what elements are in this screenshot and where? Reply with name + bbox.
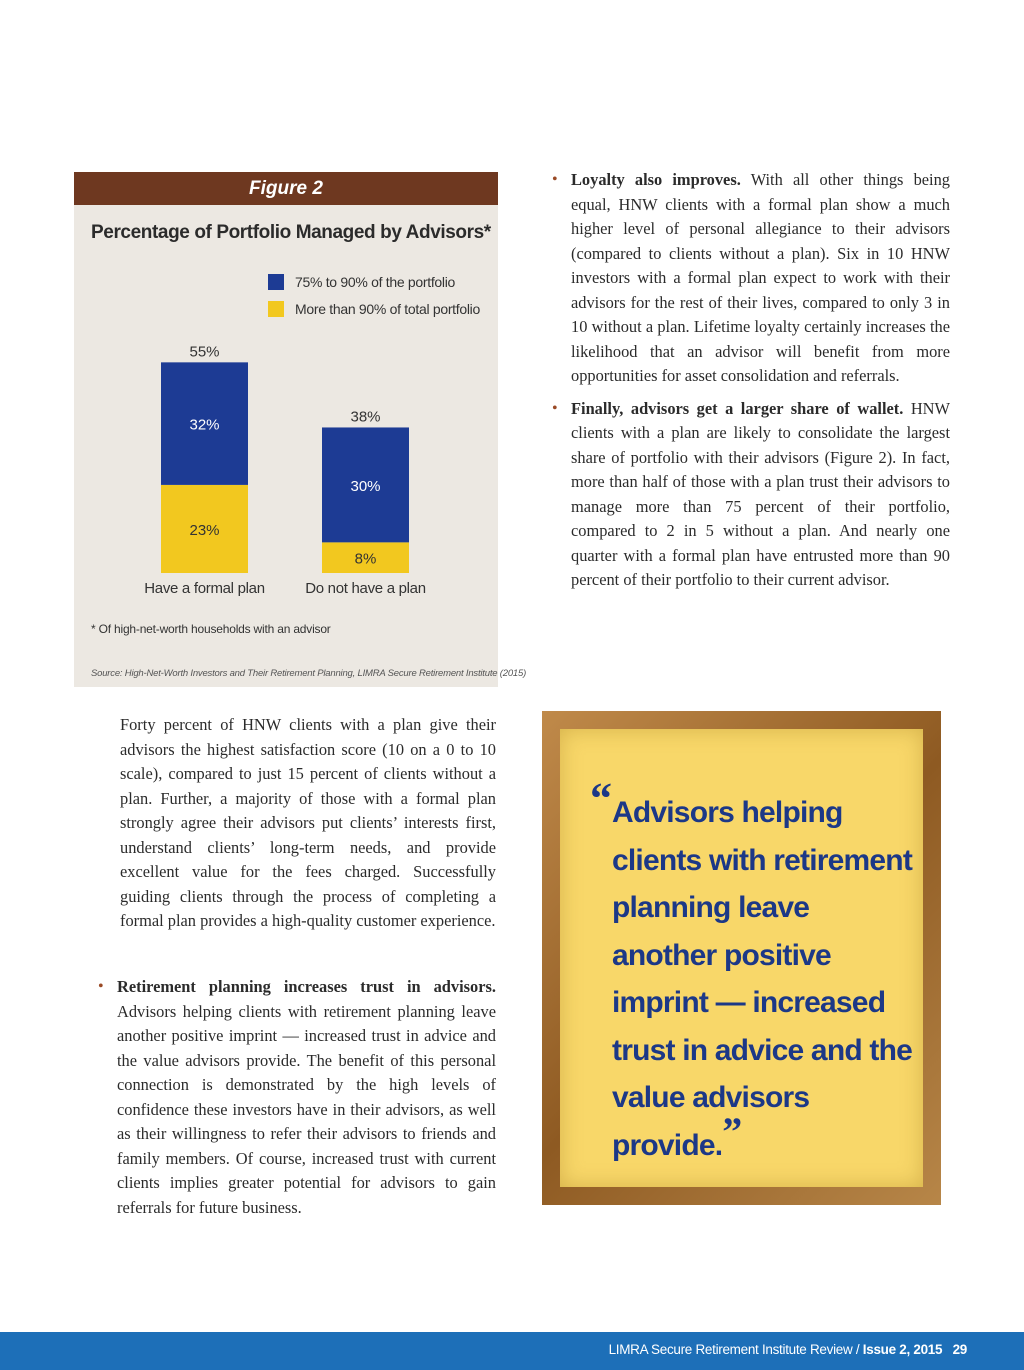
- page-number: 29: [952, 1342, 967, 1357]
- legend-label-yellow: More than 90% of total portfolio: [295, 301, 480, 317]
- pull-quote: [560, 729, 923, 1187]
- figure-title: Percentage of Portfolio Managed by Advisors*: [91, 222, 491, 243]
- footer-publication: LIMRA Secure Retirement Institute Review /: [608, 1342, 863, 1357]
- legend-label-blue: 75% to 90% of the portfolio: [295, 274, 456, 290]
- pull-quote-text: [612, 789, 912, 1169]
- pull-quote-frame: [542, 711, 941, 1205]
- bullet-heading: Retirement planning increases trust in advisors.: [117, 977, 496, 996]
- figure-source: Source: High-Net-Worth Investors and Their Retirement Planning, LIMRA Secure Retirement Institute (2015): [91, 668, 527, 679]
- data-label-75-90-1: 30%: [350, 477, 381, 495]
- bullet-body: Advisors helping clients with retirement planning leave another positive imprint — increased trust in advice and the value advisors provide. The benefit of this personal connection is demonstrated by the high levels of confidence these investors have in their advisors, as well as their willingness to refer their advisors to friends and family members. Of course, increased trust with current clients implies greater potential for advisors to gain referrals for future business.: [117, 1001, 496, 1217]
- data-label-over-90-1: 8%: [354, 550, 377, 568]
- category-label-1: Do not have a plan: [305, 580, 426, 597]
- total-label-1: 38%: [350, 408, 381, 426]
- close-quote-mark: ”: [722, 1108, 742, 1154]
- bullet-dot: •: [552, 171, 558, 188]
- page-footer: [0, 1332, 1024, 1370]
- figure-panel: [74, 172, 527, 687]
- bullet-loyalty: [552, 168, 950, 389]
- figure-footnote: * Of high-net-worth households with an advisor: [91, 622, 331, 636]
- paragraph-satisfaction: Forty percent of HNW clients with a plan give their advisors the highest satisfaction score (10 on a 0 to 10 scale), compared to just 15 percent of clients without a plan. Further, a majority of those with a formal plan strongly agree their advisors put clients’ interests first, understand clients’ long-term needs, and provide excellent value for the fees charged. Successfully guiding clients through the process of completing a formal plan provides a high-quality customer experience.: [120, 715, 496, 930]
- bullet-dot: •: [98, 978, 104, 995]
- total-label-0: 55%: [189, 343, 220, 361]
- open-quote-mark: “: [590, 774, 612, 823]
- bullet-trust: [98, 975, 496, 1220]
- figure-header: Figure 2: [74, 172, 498, 205]
- data-label-75-90-0: 32%: [189, 416, 220, 434]
- footer-issue: Issue 2, 2015: [862, 1342, 943, 1357]
- pull-quote-body: Advisors helping clients with retirement planning leave another positive imprint — increased trust in advice and the value advisors provide.: [612, 796, 913, 1162]
- category-label-0: Have a formal plan: [144, 580, 265, 597]
- bullet-heading: Loyalty also improves.: [571, 170, 741, 189]
- left-bullet-wrap: [98, 975, 496, 1220]
- stacked-bar-chart: [74, 172, 498, 612]
- footer-text: [609, 1342, 967, 1357]
- bullet-dot: •: [552, 399, 558, 417]
- data-label-over-90-0: 23%: [189, 521, 220, 539]
- bullet-heading: Finally, advisors get a larger share of wallet.: [571, 398, 904, 418]
- bullet-body: With all other things being equal, HNW clients with a formal plan show a much higher level of personal allegiance to their advisors (compared to clients without a plan). Six in 10 HNW investors with a formal plan expect to work with their advisors for the rest of their lives, compared to only 3 in 10 without a plan. Lifetime loyalty certainly increases the likelihood that an advisor will benefit from more opportunities for asset consolidation and referrals.: [571, 170, 950, 385]
- bullet-body: HNW clients with a plan are likely to consolidate the largest share of portfolio with their advisors (Figure 2). In fact, more than half of those with a plan trust their advisors to manage more than 75 percent of their portfolio, compared to 2 in 5 without a plan. And nearly one quarter with a formal plan have entrusted more than 90 percent of their portfolio to their current advisor.: [571, 398, 950, 589]
- right-column: [552, 168, 950, 593]
- bullet-share-of-wallet: [552, 397, 950, 593]
